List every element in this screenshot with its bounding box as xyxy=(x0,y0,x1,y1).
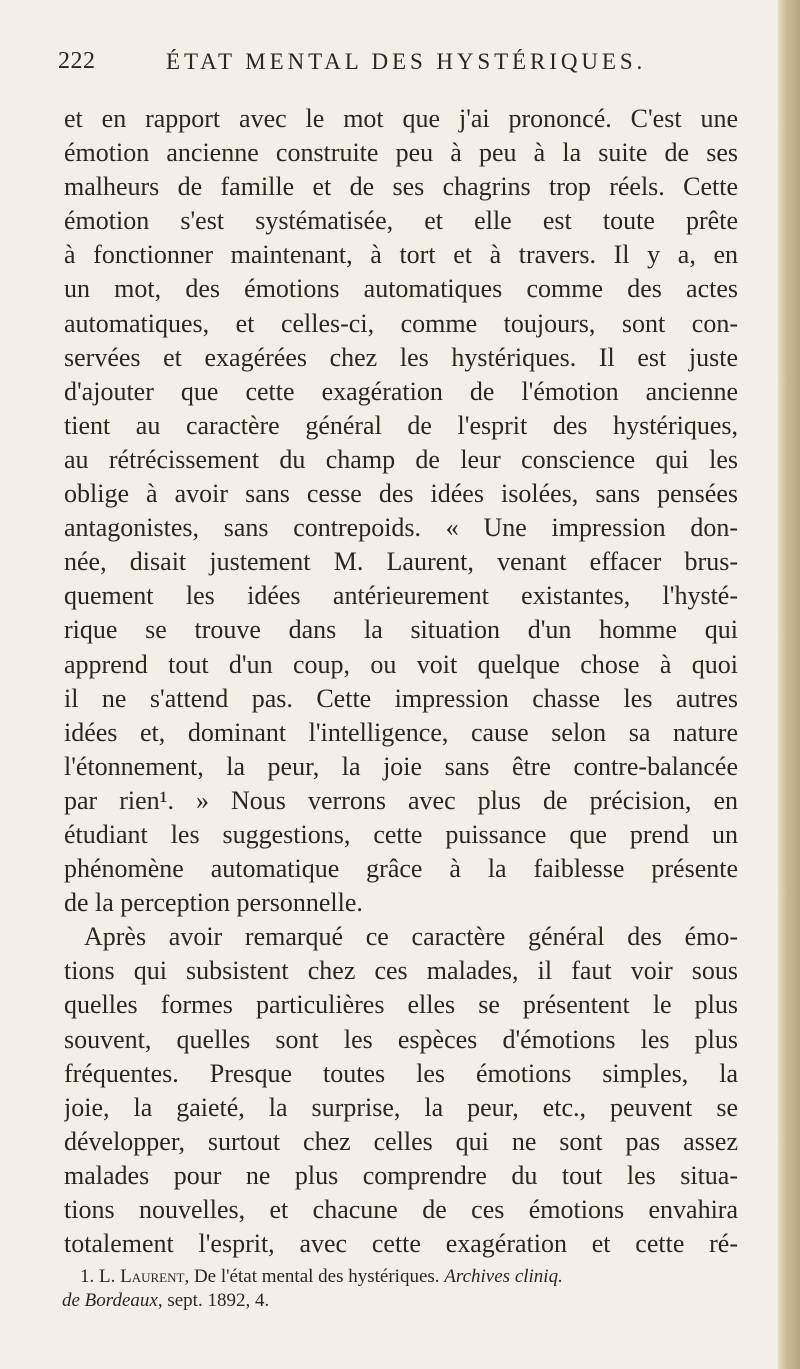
body-text xyxy=(64,102,738,1261)
page-header xyxy=(58,48,758,80)
footnote-line xyxy=(62,1265,742,1289)
text-line: joie, la gaieté, la surprise, la peur, etc., peuvent se xyxy=(64,1092,738,1122)
page-edge xyxy=(778,0,800,1369)
text-line: fréquentes. Presque toutes les émotions simples, la xyxy=(64,1058,738,1088)
text-line: par rien¹. » Nous verrons avec plus de précision, en xyxy=(64,785,738,815)
page-number: 222 xyxy=(58,48,96,74)
footnote-line xyxy=(62,1289,742,1313)
footnote-journal-cont: de Bordeaux xyxy=(62,1290,158,1311)
footnote-marker: 1. L. xyxy=(80,1266,116,1287)
text-line: antagonistes, sans contrepoids. « Une impression don- xyxy=(64,513,738,543)
text-line: tions nouvelles, et chacune de ces émotions envahira xyxy=(64,1195,738,1224)
text-line: l'étonnement, la peur, la joie sans être contre-balancée xyxy=(64,751,738,781)
text-line: d'ajouter que cette exagération de l'émotion ancienne xyxy=(64,376,738,406)
text-line: automatiques, et celles-ci, comme toujours, sont con- xyxy=(64,308,738,338)
text-line: au rétrécissement du champ de leur conscience qui les xyxy=(64,444,738,474)
footnote xyxy=(62,1265,742,1313)
text-line: Après avoir remarqué ce caractère général des émo- xyxy=(84,922,738,952)
text-line: née, disait justement M. Laurent, venant effacer brus- xyxy=(64,547,738,577)
text-line: il ne s'attend pas. Cette impression chasse les autres xyxy=(64,683,738,713)
text-line: oblige à avoir sans cesse des idées isolées, sans pensées xyxy=(64,479,738,509)
text-line: phénomène automatique grâce à la faiblesse présente xyxy=(64,854,738,884)
footnote-journal: Archives cliniq. xyxy=(444,1266,563,1287)
text-line: étudiant les suggestions, cette puissance que prend un xyxy=(64,819,738,849)
text-line: émotion s'est systématisée, et elle est toute prête xyxy=(64,206,738,236)
text-line: de la perception personnelle. xyxy=(64,888,363,918)
text-line: quelles formes particulières elles se présentent le plus xyxy=(64,990,738,1020)
text-line: un mot, des émotions automatiques comme des actes xyxy=(64,274,738,304)
text-line: tions qui subsistent chez ces malades, il faut voir sous xyxy=(64,956,738,986)
text-line: rique se trouve dans la situation d'un homme qui xyxy=(64,615,738,645)
running-title: ÉTAT MENTAL DES HYSTÉRIQUES. xyxy=(166,49,647,74)
text-line: quement les idées antérieurement existantes, l'hysté- xyxy=(64,581,738,611)
text-line: malheurs de famille et de ses chagrins trop réels. Cette xyxy=(64,172,738,202)
text-line: servées et exagérées chez les hystériques. Il est juste xyxy=(64,342,738,372)
text-line: tient au caractère général de l'esprit des hystériques, xyxy=(64,410,738,440)
text-line: émotion ancienne construite peu à peu à la suite de ses xyxy=(64,138,738,168)
text-line: et en rapport avec le mot que j'ai prononcé. C'est une xyxy=(64,104,738,133)
text-line: totalement l'esprit, avec cette exagération et cette ré- xyxy=(64,1229,738,1259)
text-line: malades pour ne plus comprendre du tout les situa- xyxy=(64,1160,738,1190)
text-line: idées et, dominant l'intelligence, cause selon sa nature xyxy=(64,717,738,747)
footnote-date: , sept. 1892, 4. xyxy=(157,1290,270,1311)
footnote-author: Laurent xyxy=(120,1266,185,1287)
text-line: développer, surtout chez celles qui ne sont pas assez xyxy=(64,1126,738,1156)
text-line: souvent, quelles sont les espèces d'émotions les plus xyxy=(64,1024,738,1054)
text-line: à fonctionner maintenant, à tort et à travers. Il y a, en xyxy=(64,240,738,270)
text-line: apprend tout d'un coup, ou voit quelque chose à quoi xyxy=(64,649,738,679)
footnote-title: , De l'état mental des hystériques. xyxy=(184,1266,440,1287)
